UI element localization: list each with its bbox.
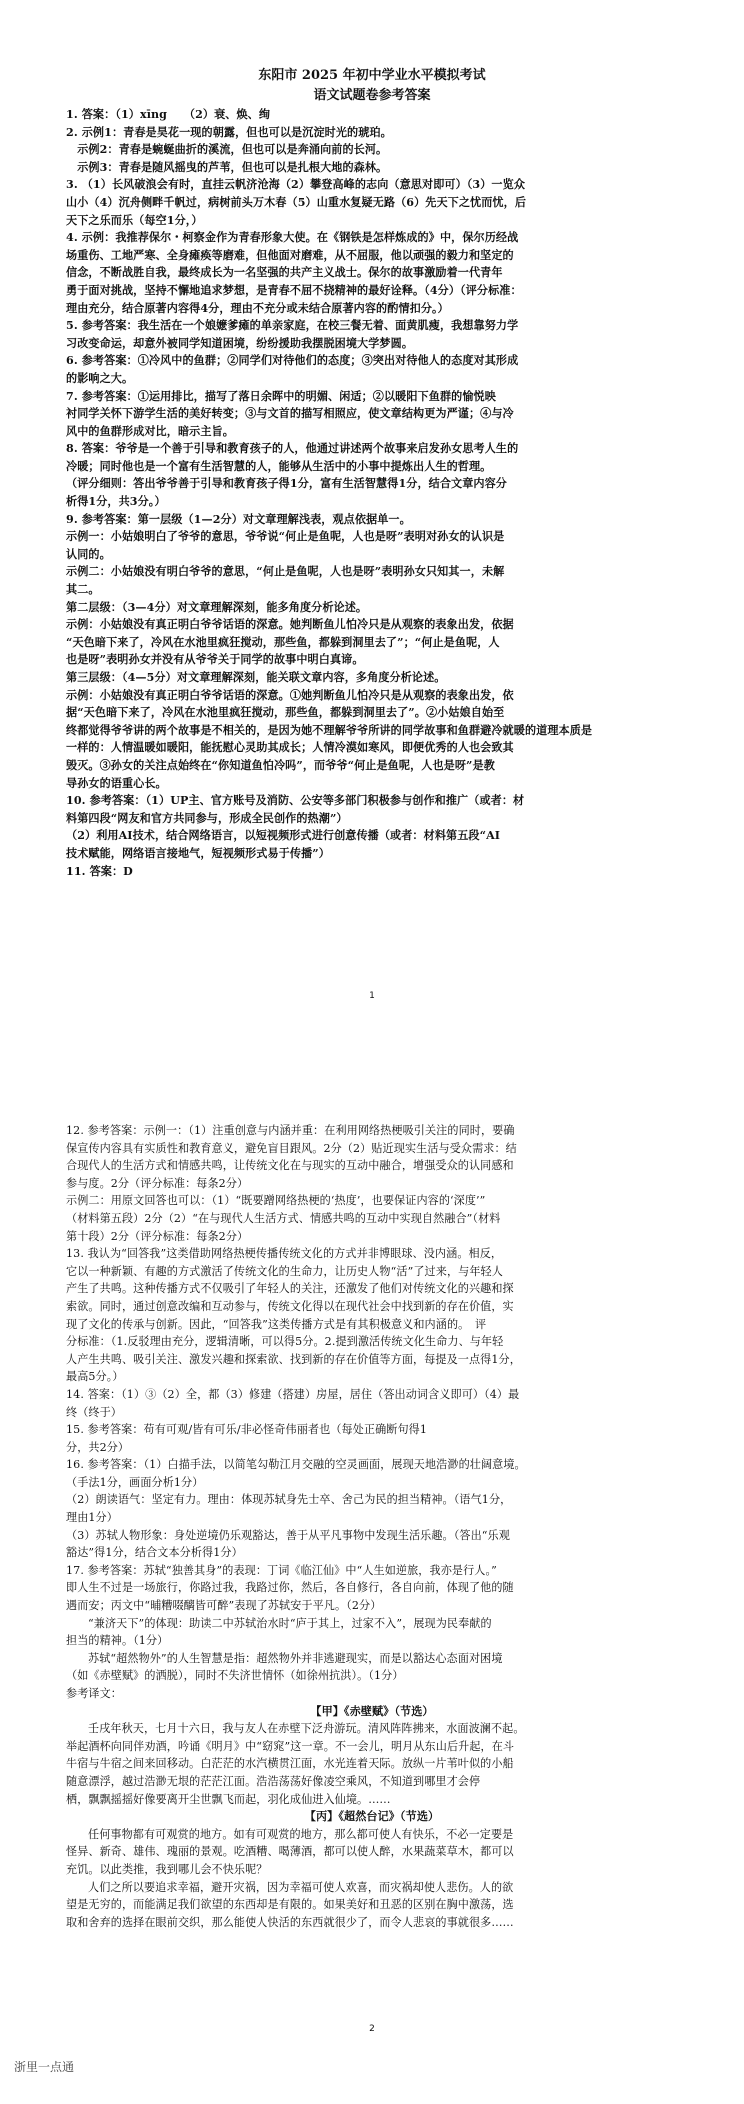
answer-line: 9. 参考答案：第一层级（1—2分）对文章理解浅表，观点依据单一。	[66, 512, 411, 526]
answer-line: 4. 示例：我推荐保尔・柯察金作为青春形象大使。在《钢铁是怎样炼成的》中，保尔历经战	[66, 231, 519, 245]
page-1-body	[66, 66, 678, 880]
answer-line: 也是呀”表明孙女并没有从爷爷关于同学的故事中明白真谛。	[66, 653, 364, 667]
answer-line: 分标准：（1.反驳理由充分，逻辑清晰，可以得5分。2.提到激活传统文化生命力、与年轻	[66, 1335, 504, 1349]
answer-page-1	[0, 0, 744, 1040]
answer-line: 8. 答案：爷爷是一个善于引导和教育孩子的人，他通过讲述两个故事来启发孙女思考人生的	[66, 442, 519, 456]
answer-line: 示例：小姑娘没有真正明白爷爷话语的深意。①她判断鱼儿怕冷只是从观察的表象出发，依	[66, 688, 514, 702]
answer-line: 10. 参考答案：（1）UP主、官方账号及消防、公安等多部门积极参与创作和推广（或者：材	[66, 794, 525, 808]
answer-line: 即人生不过是一场旅行，你路过我，我路过你，然后，各自修行，各自向前，体现了他的随	[66, 1581, 514, 1595]
answer-line: 7. 参考答案：①运用排比，描写了落日余晖中的明媚、闲适；②以暖阳下鱼群的愉悦映	[66, 389, 496, 403]
answer-line: 取和舍弃的选择在眼前交织，那么能使人快活的东西就很少了，而令人悲哀的事就很多……	[66, 1915, 514, 1929]
answer-line: 理由1分）	[66, 1511, 118, 1525]
answer-line: 据“天色暗下来了，冷风在水池里疯狂搅动，那些鱼，都躲到洞里去了”。②小姑娘自始至	[66, 706, 505, 720]
answer-line: 现了文化的传承与创新。因此，“回答我”这类传播方式是有其积极意义和内涵的。 评	[66, 1317, 487, 1331]
answer-line: 17. 参考答案：苏轼“独善其身”的表现：丁词《临江仙》中“人生如逆旅，我亦是行人。”	[66, 1563, 497, 1577]
answer-line: 场重伤、工地严寒、全身瘫痪等磨难，但他面对磨难，从不屈服，他以顽强的毅力和坚定的	[66, 248, 514, 262]
answer-line: 勇于面对挑战，坚持不懈地追求梦想，是青春不屈不挠精神的最好诠释。（4分）（评分标准：	[66, 283, 522, 297]
answer-line: 信念，不断战胜自我，最终成长为一名坚强的共产主义战士。保尔的故事激励着一代青年	[66, 266, 503, 280]
answer-line: 参与度。2分（评分标准：每条2分）	[66, 1176, 249, 1190]
answer-line: 担当的精神。（1分）	[66, 1634, 169, 1648]
exam-subtitle: 语文试题卷参考答案	[313, 88, 431, 103]
answer-line: 豁达”得1分，结合文本分析得1分）	[66, 1546, 243, 1560]
answer-line: 终都觉得爷爷讲的两个故事是不相关的，是因为她不理解爷爷所讲的同学故事和鱼群避冷就暖的道理本质是	[66, 723, 593, 737]
answer-line: 的影响之大。	[66, 371, 134, 385]
answer-line: 它以一种新颖、有趣的方式激活了传统文化的生命力，让历史人物“活”了过来，与年轻人	[66, 1264, 503, 1278]
answer-line: 示例二：小姑娘没有明白爷爷的意思，“何止是鱼呢，人也是呀”表明孙女只知其一，未解	[66, 565, 505, 579]
answer-line: 毁灭。③孙女的关注点始终在“你知道鱼怕冷吗”，而爷爷“何止是鱼呢，人也是呀”是教	[66, 758, 495, 772]
answer-line: 山小（4）沉舟侧畔千帆过，病树前头万木春（5）山重水复疑无路（6）先天下之忧而忧，后	[66, 195, 527, 209]
answer-line: 衬同学关怀下游学生活的美好转变；③与文首的描写相照应，使文章结构更为严谨；④与冷	[66, 407, 514, 421]
answer-line: （材料第五段）2分（2）“在与现代人生活方式、情感共鸣的互动中实现自然融合”（材料	[66, 1211, 501, 1225]
answer-line: 冷暖；同时他也是一个富有生活智慧的人，能够从生活中的小事中提炼出人生的哲理。	[66, 459, 492, 473]
answer-line: 合现代人的生活方式和情感共鸣，让传统文化在与现实的互动中融合，增强受众的认同感和	[66, 1159, 514, 1173]
page-2-body	[66, 1122, 678, 1931]
section-heading: 【丙】《超然台记》（节选）	[304, 1810, 440, 1824]
answer-line: 任何事物都有可观赏的地方。如有可观赏的地方，那么都可使人有快乐，不必一定要是	[88, 1827, 514, 1841]
answer-line: 2. 示例1：青春是昊花一现的朝露，但也可以是沉淀时光的琥珀。	[66, 125, 392, 139]
answer-line: 示例二：用原文回答也可以：（1）“既要蹭网络热梗的‘热度’，也要保证内容的‘深度’”	[66, 1194, 486, 1208]
answer-line: 栖，飘飘摇摇好像要离开尘世飘飞而起，羽化成仙进入仙境。……	[66, 1792, 391, 1806]
answer-line: 充饥。以此类推，我到哪儿会不快乐呢？	[66, 1862, 268, 1876]
answer-line: （3）苏轼人物形象：身处逆境仍乐观豁达，善于从平凡事物中发现生活乐趣。（答出“乐观	[66, 1528, 510, 1542]
answer-line: “天色暗下来了，冷风在水池里疯狂搅动，那些鱼，都躲到洞里去了”；“何止是鱼呢，人	[66, 635, 500, 649]
answer-line: 5. 参考答案：我生活在一个娘嬷爹瘫的单亲家庭，在校三餐无着、面黄肌瘦，我想靠努力学	[66, 319, 519, 333]
answer-line: （2）朗读语气：坚定有力。理由：体现苏轼身先士卒、舍己为民的担当精神。（语气1分，	[66, 1493, 512, 1507]
answer-line: 一样的：人情温暖如暖阳，能抚慰心灵助其成长；人情冷漠如寒风，即便优秀的人也会致其	[66, 741, 514, 755]
answer-line: 1. 答案：（1）xīng （2）衰、焕、绚	[66, 108, 271, 121]
exam-title: 东阳市 2025 年初中学业水平模拟考试	[258, 68, 486, 83]
answer-line: 示例：小姑娘没有真正明白爷爷话语的深意。她判断鱼儿怕冷只是从观察的表象出发，依据	[66, 618, 514, 632]
answer-line: 15. 参考答案：苟有可观/皆有可乐/非必怪奇伟丽者也（每处正确断句得1	[66, 1423, 428, 1437]
answer-line: 析得1分，共3分。）	[66, 495, 166, 509]
answer-line: 料第四段“网友和官方共同参与，形成全民创作的热潮”）	[66, 811, 348, 825]
answer-line: 怪异、新奇、雄伟、瑰丽的景观。吃酒糟、喝薄酒，都可以使人醉，水果蔬菜草木，都可以	[66, 1845, 514, 1859]
answer-line: 产生了共鸣。这种传播方式不仅吸引了年轻人的关注，还激发了他们对传统文化的兴趣和探	[66, 1282, 514, 1296]
answer-line: 分，共2分）	[66, 1440, 130, 1454]
watermark-text: 浙里一点通	[14, 2060, 75, 2074]
answer-line: （手法1分，画面分析1分）	[66, 1475, 204, 1489]
answer-line: 14. 答案：（1）③（2）全，都（3）修建（搭建）房屋，居住（答出动词含义即可）（4）最	[66, 1387, 520, 1401]
answer-line: 人们之所以要追求幸福，避开灾祸，因为幸福可使人欢喜，而灾祸却使人悲伤。人的欲	[88, 1880, 514, 1894]
answer-line: 最高5分。）	[66, 1370, 124, 1384]
answer-line: 技术赋能，网络语言接地气，短视频形式易于传播”）	[66, 846, 330, 860]
answer-line: 理由充分，结合原著内容得4分，理由不充分或未结合原著内容的酌情扣分。）	[66, 301, 449, 315]
answer-line: 壬戌年秋天，七月十六日，我与友人在赤壁下泛舟游玩。清风阵阵拂来，水面波澜不起。	[88, 1722, 525, 1736]
answer-line: 习改变命运，却意外被同学知道困境，纷纷援助我摆脱困境大学梦圆。	[66, 336, 414, 350]
answer-line: 导孙女的语重心长。	[66, 776, 167, 790]
answer-line: 人产生共鸣、吸引关注、激发兴趣和探索欲、找到新的存在价值等方面，每提及一点得1分，	[66, 1352, 521, 1366]
answer-line: （评分细则：答出爷爷善于引导和教育孩子得1分，富有生活智慧得1分，结合文章内容分	[66, 477, 508, 491]
answer-line: 示例3：青春是随风摇曳的芦苇，但也可以是扎根大地的森林。	[66, 160, 388, 174]
answer-line: 示例一：小姑娘明白了爷爷的意思，爷爷说“何止是鱼呢，人也是呀”表明对孙女的认识是	[66, 530, 505, 544]
answer-line: 参考译文：	[66, 1687, 122, 1700]
answer-line: 13. 我认为“回答我”这类借助网络热梗传播传统文化的方式并非博眼球、没内涵。相反，	[66, 1247, 503, 1261]
answer-line: 6. 参考答案：①冷风中的鱼群；②同学们对待他们的态度；③突出对待他人的态度对其形成	[66, 354, 519, 368]
answer-line: 举起酒杯向同伴劝酒，吟诵《明月》中“窈窕”这一章。不一会儿，明月从东山后升起，在斗	[66, 1739, 515, 1753]
answer-line: 苏轼“超然物外”的人生智慧是指：超然物外并非逃避现实，而是以豁达心态面对困境	[88, 1651, 503, 1665]
answer-line: 第十段）2分（评分标准：每条2分）	[66, 1229, 249, 1243]
page-number: 1	[369, 991, 375, 1001]
answer-line: 认同的。	[66, 547, 111, 561]
answer-line: 第二层级：（3—4分）对文章理解深刻，能多角度分析论述。	[66, 600, 368, 614]
answer-line: 天下之乐而乐（每空1分，）	[66, 213, 203, 227]
answer-line: 索欲。同时，通过创意改编和互动参与，传统文化得以在现代社会中找到新的存在价值，实	[66, 1299, 514, 1313]
answer-line: 牛宿与牛宿之间来回移动。白茫茫的水汽横贯江面，水光连着天际。放纵一片苇叶似的小船	[66, 1757, 514, 1771]
answer-line: “兼济天下”的体现：助读二中苏轼治水时“庐于其上，过家不入”，展现为民奉献的	[88, 1616, 492, 1630]
answer-line: 其二。	[66, 583, 100, 597]
answer-page-2	[0, 1090, 744, 2080]
answer-line: 风中的鱼群形成对比，暗示主旨。	[66, 424, 234, 438]
answer-line: 16. 参考答案：（1）白描手法，以简笔勾勒江月交融的空灵画面，展现天地浩渺的壮阔意境。	[66, 1458, 526, 1472]
section-heading: 【甲】《赤壁赋》（节选）	[310, 1704, 434, 1718]
answer-line: 3. （1）长风破浪会有时，直挂云帆济沧海（2）攀登高峰的志向（意思对即可）（3）一览众	[66, 178, 526, 192]
answer-line: 12. 参考答案：示例一：（1）注重创意与内涵并重：在利用网络热梗吸引关注的同时，要确	[66, 1124, 515, 1137]
answer-line: （如《赤壁赋》的洒脱），同时不失济世情怀（如徐州抗洪）。（1分）	[66, 1669, 404, 1683]
answer-line: 11. 答案：D	[66, 864, 133, 878]
answer-line: 随意漂浮，越过浩渺无垠的茫茫江面。浩浩荡荡好像凌空乘风，不知道到哪里才会停	[66, 1774, 481, 1788]
answer-line: （2）利用AI技术，结合网络语言，以短视频形式进行创意传播（或者：材料第五段“AI	[66, 829, 501, 843]
answer-line: 遇而安；丙文中“晡糟啜醨皆可醉”表现了苏轼安于平凡。（2分）	[66, 1599, 382, 1613]
page-number: 2	[369, 2024, 375, 2034]
answer-line: 望是无穷的，而能满足我们欲望的东西却是有限的。如果美好和丑恶的区别在胸中激荡，选	[66, 1898, 514, 1912]
answer-line: 保宣传内容具有实质性和教育意义，避免盲目跟风。2分（2）贴近现实生活与受众需求：结	[66, 1141, 517, 1155]
answer-line: 终（终于）	[66, 1405, 122, 1419]
answer-line: 示例2：青春是蜿蜒曲折的溪流，但也可以是奔涌向前的长河。	[66, 143, 388, 157]
answer-line: 第三层级：（4—5分）对文章理解深刻，能关联文章内容，多角度分析论述。	[66, 671, 446, 684]
